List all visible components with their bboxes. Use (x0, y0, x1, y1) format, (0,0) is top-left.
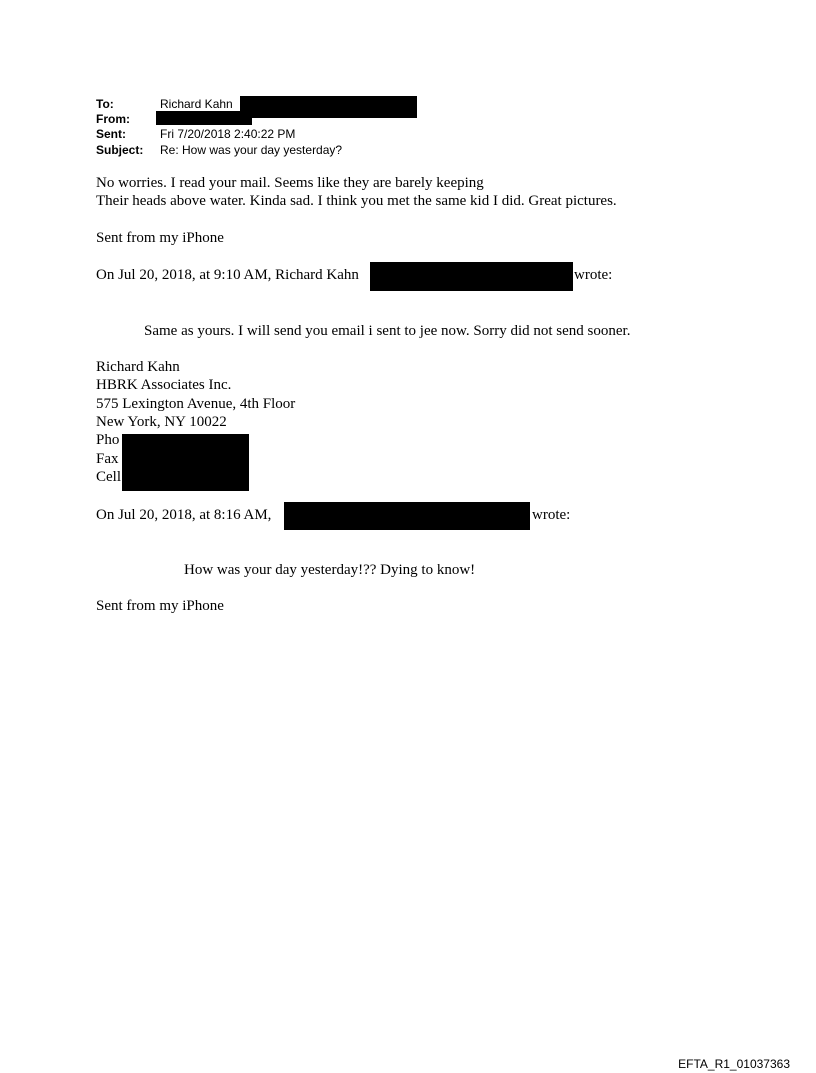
reply-line-1: No worries. I read your mail. Seems like they are barely keeping (96, 175, 484, 191)
sent-from-iphone-2: Sent from my iPhone (96, 598, 224, 614)
sent-from-iphone-1: Sent from my iPhone (96, 230, 224, 246)
reply-line-2: Their heads above water. Kinda sad. I think you met the same kid I did. Great pictures. (96, 193, 617, 209)
redaction-from (156, 111, 252, 125)
signature-fax-label: Fax (96, 451, 119, 467)
sent-label: Sent: (96, 127, 126, 141)
signature-company: HBRK Associates Inc. (96, 377, 232, 393)
to-label: To: (96, 97, 114, 111)
quote1-wrote: wrote: (574, 267, 613, 283)
subject-value: Re: How was your day yesterday? (160, 143, 343, 157)
signature-cell-label: Cell (96, 469, 121, 485)
quote2-intro: On Jul 20, 2018, at 8:16 AM, (96, 507, 272, 523)
redaction-quote1-email (370, 262, 573, 291)
redaction-to (240, 96, 417, 118)
document-id: EFTA_R1_01037363 (678, 1057, 790, 1071)
redaction-quote2-sender (284, 502, 530, 530)
to-value: Richard Kahn (160, 97, 233, 111)
sent-value: Fri 7/20/2018 2:40:22 PM (160, 127, 296, 141)
quote2-text: How was your day yesterday!?? Dying to know! (184, 562, 476, 578)
signature-address-1: 575 Lexington Avenue, 4th Floor (96, 396, 296, 412)
quote1-text: Same as yours. I will send you email i sent to jee now. Sorry did not send sooner. (144, 323, 631, 339)
from-label: From: (96, 112, 130, 126)
subject-label: Subject: (96, 143, 144, 157)
redaction-contact-numbers (122, 434, 249, 491)
quote1-intro: On Jul 20, 2018, at 9:10 AM, Richard Kahn (96, 267, 359, 283)
signature-name: Richard Kahn (96, 359, 180, 375)
quote2-wrote: wrote: (532, 507, 571, 523)
signature-phone-label: Pho (96, 432, 120, 448)
signature-address-2: New York, NY 10022 (96, 414, 227, 430)
